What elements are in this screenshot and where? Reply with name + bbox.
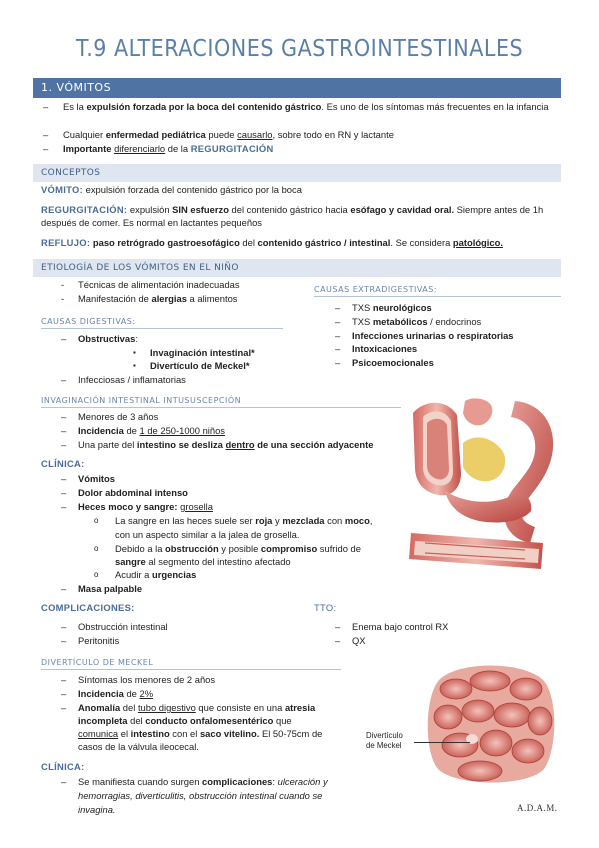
adam-logo: A.D.A.M. (517, 803, 558, 813)
vomitos-bullet-2: – Cualquier enfermedad pediátrica puede causarlo, sobre todo en RN y lactante (43, 129, 394, 140)
extra-item: – TXS neurológicos (335, 302, 432, 313)
subheading-etiologia: ETIOLOGÍA DE LOS VÓMITOS EN EL NIÑO (33, 259, 561, 277)
inv-bullet-3: – Una parte del intestino se desliza dentro de una sección adyacente (61, 439, 374, 450)
meckel-clinica-label: CLÍNICA: (41, 761, 85, 772)
inv-sub-3: o Acudir a urgencias (94, 569, 197, 580)
extra-item: – Intoxicaciones (335, 343, 418, 355)
vomitos-bullet-1: – Es la expulsión forzada por la boca del contenido gástrico. Es uno de los síntomas más frecuentes en la infancia (43, 101, 549, 112)
vomitos-bullet-3: – Importante diferenciarlo de la REGURGITACIÓN (43, 143, 274, 154)
inv-clinica-1: – Vómitos (61, 473, 115, 484)
meckel-clinica-1: – Se manifiesta cuando surgen complicaciones: ulceración y (61, 776, 328, 787)
label-causas-digestivas: CAUSAS DIGESTIVAS: (41, 316, 283, 329)
extra-item: – Psicoemocionales (335, 357, 434, 369)
label-causas-extradigestivas: CAUSAS EXTRADIGESTIVAS: (314, 284, 561, 297)
inv-clinica-label: CLÍNICA: (41, 458, 85, 469)
meckel-label-pointer (414, 742, 470, 743)
obstructiva-invaginacion: ▪ Invaginación intestinal* (133, 347, 255, 358)
meckel-clinica-1-line2: hemorragias, diverticulitis, obstrucción intestinal cuando se (78, 790, 323, 801)
tto-item-1: – Enema bajo control RX (335, 621, 449, 632)
concept-vomito: VÓMITO: expulsión forzada del contenido gástrico por la boca (41, 184, 302, 195)
obstructiva-meckel: ▪ Divertículo de Meckel* (133, 360, 250, 371)
inv-clinica-4: – Masa palpable (61, 583, 143, 594)
concept-reflujo: REFLUJO: paso retrógrado gastroesofágico del contenido gástrico / intestinal. Se considera patológico. (41, 237, 503, 248)
inv-sub-2-line2: sangre al segmento del intestino afectado (115, 556, 291, 567)
inv-bullet-2: – Incidencia de 1 de 250-1000 niños (61, 425, 225, 436)
meckel-bullet-2: – Incidencia de 2% (61, 688, 154, 699)
extra-list (335, 301, 514, 370)
inv-sub-1-line2: con un aspecto similar a la jalea de grosella. (115, 529, 300, 540)
meckel-illustration (420, 659, 560, 791)
meckel-bullet-3: – Anomalía del tubo digestivo que consiste en una atresia (61, 702, 316, 713)
inv-bullet-1: – Menores de 3 años (61, 411, 159, 422)
section-heading-vomitos: 1. VÓMITOS (33, 78, 561, 98)
etiologia-item-1: - Técnicas de alimentación inadecuadas (61, 279, 240, 290)
meckel-clinica-1-line3: invagina. (78, 804, 116, 815)
comp-item-2: – Peritonitis (61, 635, 120, 646)
meckel-bullet-3-line3: comunica el intestino con el saco vitelino. El 50-75cm de (78, 728, 323, 739)
label-invaginacion: INVAGINACIÓN INTESTINAL INTUSUSCEPCIÓN (41, 395, 401, 408)
inv-clinica-3: – Heces moco y sangre: grosella (61, 501, 213, 512)
meckel-bullet-3-line4: casos de la válvula ileocecal. (78, 741, 199, 752)
intussusception-illustration (405, 393, 559, 589)
page-title: T.9 ALTERACIONES GASTROINTESTINALES (75, 36, 524, 62)
extra-item: – TXS metabólicos / endocrinos (335, 315, 482, 327)
subheading-conceptos: CONCEPTOS (33, 164, 561, 182)
tto-item-2: – QX (335, 635, 366, 646)
label-meckel: DIVERTÍCULO DE MECKEL (41, 657, 341, 670)
tto-label: TTO: (314, 602, 337, 613)
inv-sub-2: o Debido a la obstrucción y posible compromiso sufrido de (94, 543, 361, 554)
intussusception-drawing (405, 393, 559, 589)
inv-clinica-2: – Dolor abdominal intenso (61, 487, 188, 498)
meckel-figure-label: Divertículo de Meckel (366, 731, 403, 750)
comp-item-1: – Obstrucción intestinal (61, 621, 168, 632)
etiologia-item-2: - Manifestación de alergias a alimentos (61, 293, 238, 304)
meckel-bullet-3-line2: incompleta del conducto onfalomesentérico que (78, 715, 292, 726)
extra-item: – Infecciones urinarias o respiratorias (335, 329, 514, 341)
causa-obstructivas: – Obstructivas: (61, 333, 138, 344)
meckel-bullet-1: – Síntomas los menores de 2 años (61, 674, 216, 685)
causa-infecciosas: – Infecciosas / inflamatorias (61, 374, 186, 385)
concept-regurgitacion: REGURGITACIÓN: expulsión SIN esfuerzo del contenido gástrico hacia esófago y cavidad oral. Siempre antes de 1h después de comer. Es normal en lactantes pequeños (41, 204, 544, 228)
meckel-drawing (420, 659, 560, 791)
inv-sub-1: o La sangre en las heces suele ser roja y mezclada con moco, (94, 515, 373, 526)
complicaciones-label: COMPLICACIONES: (41, 602, 135, 613)
